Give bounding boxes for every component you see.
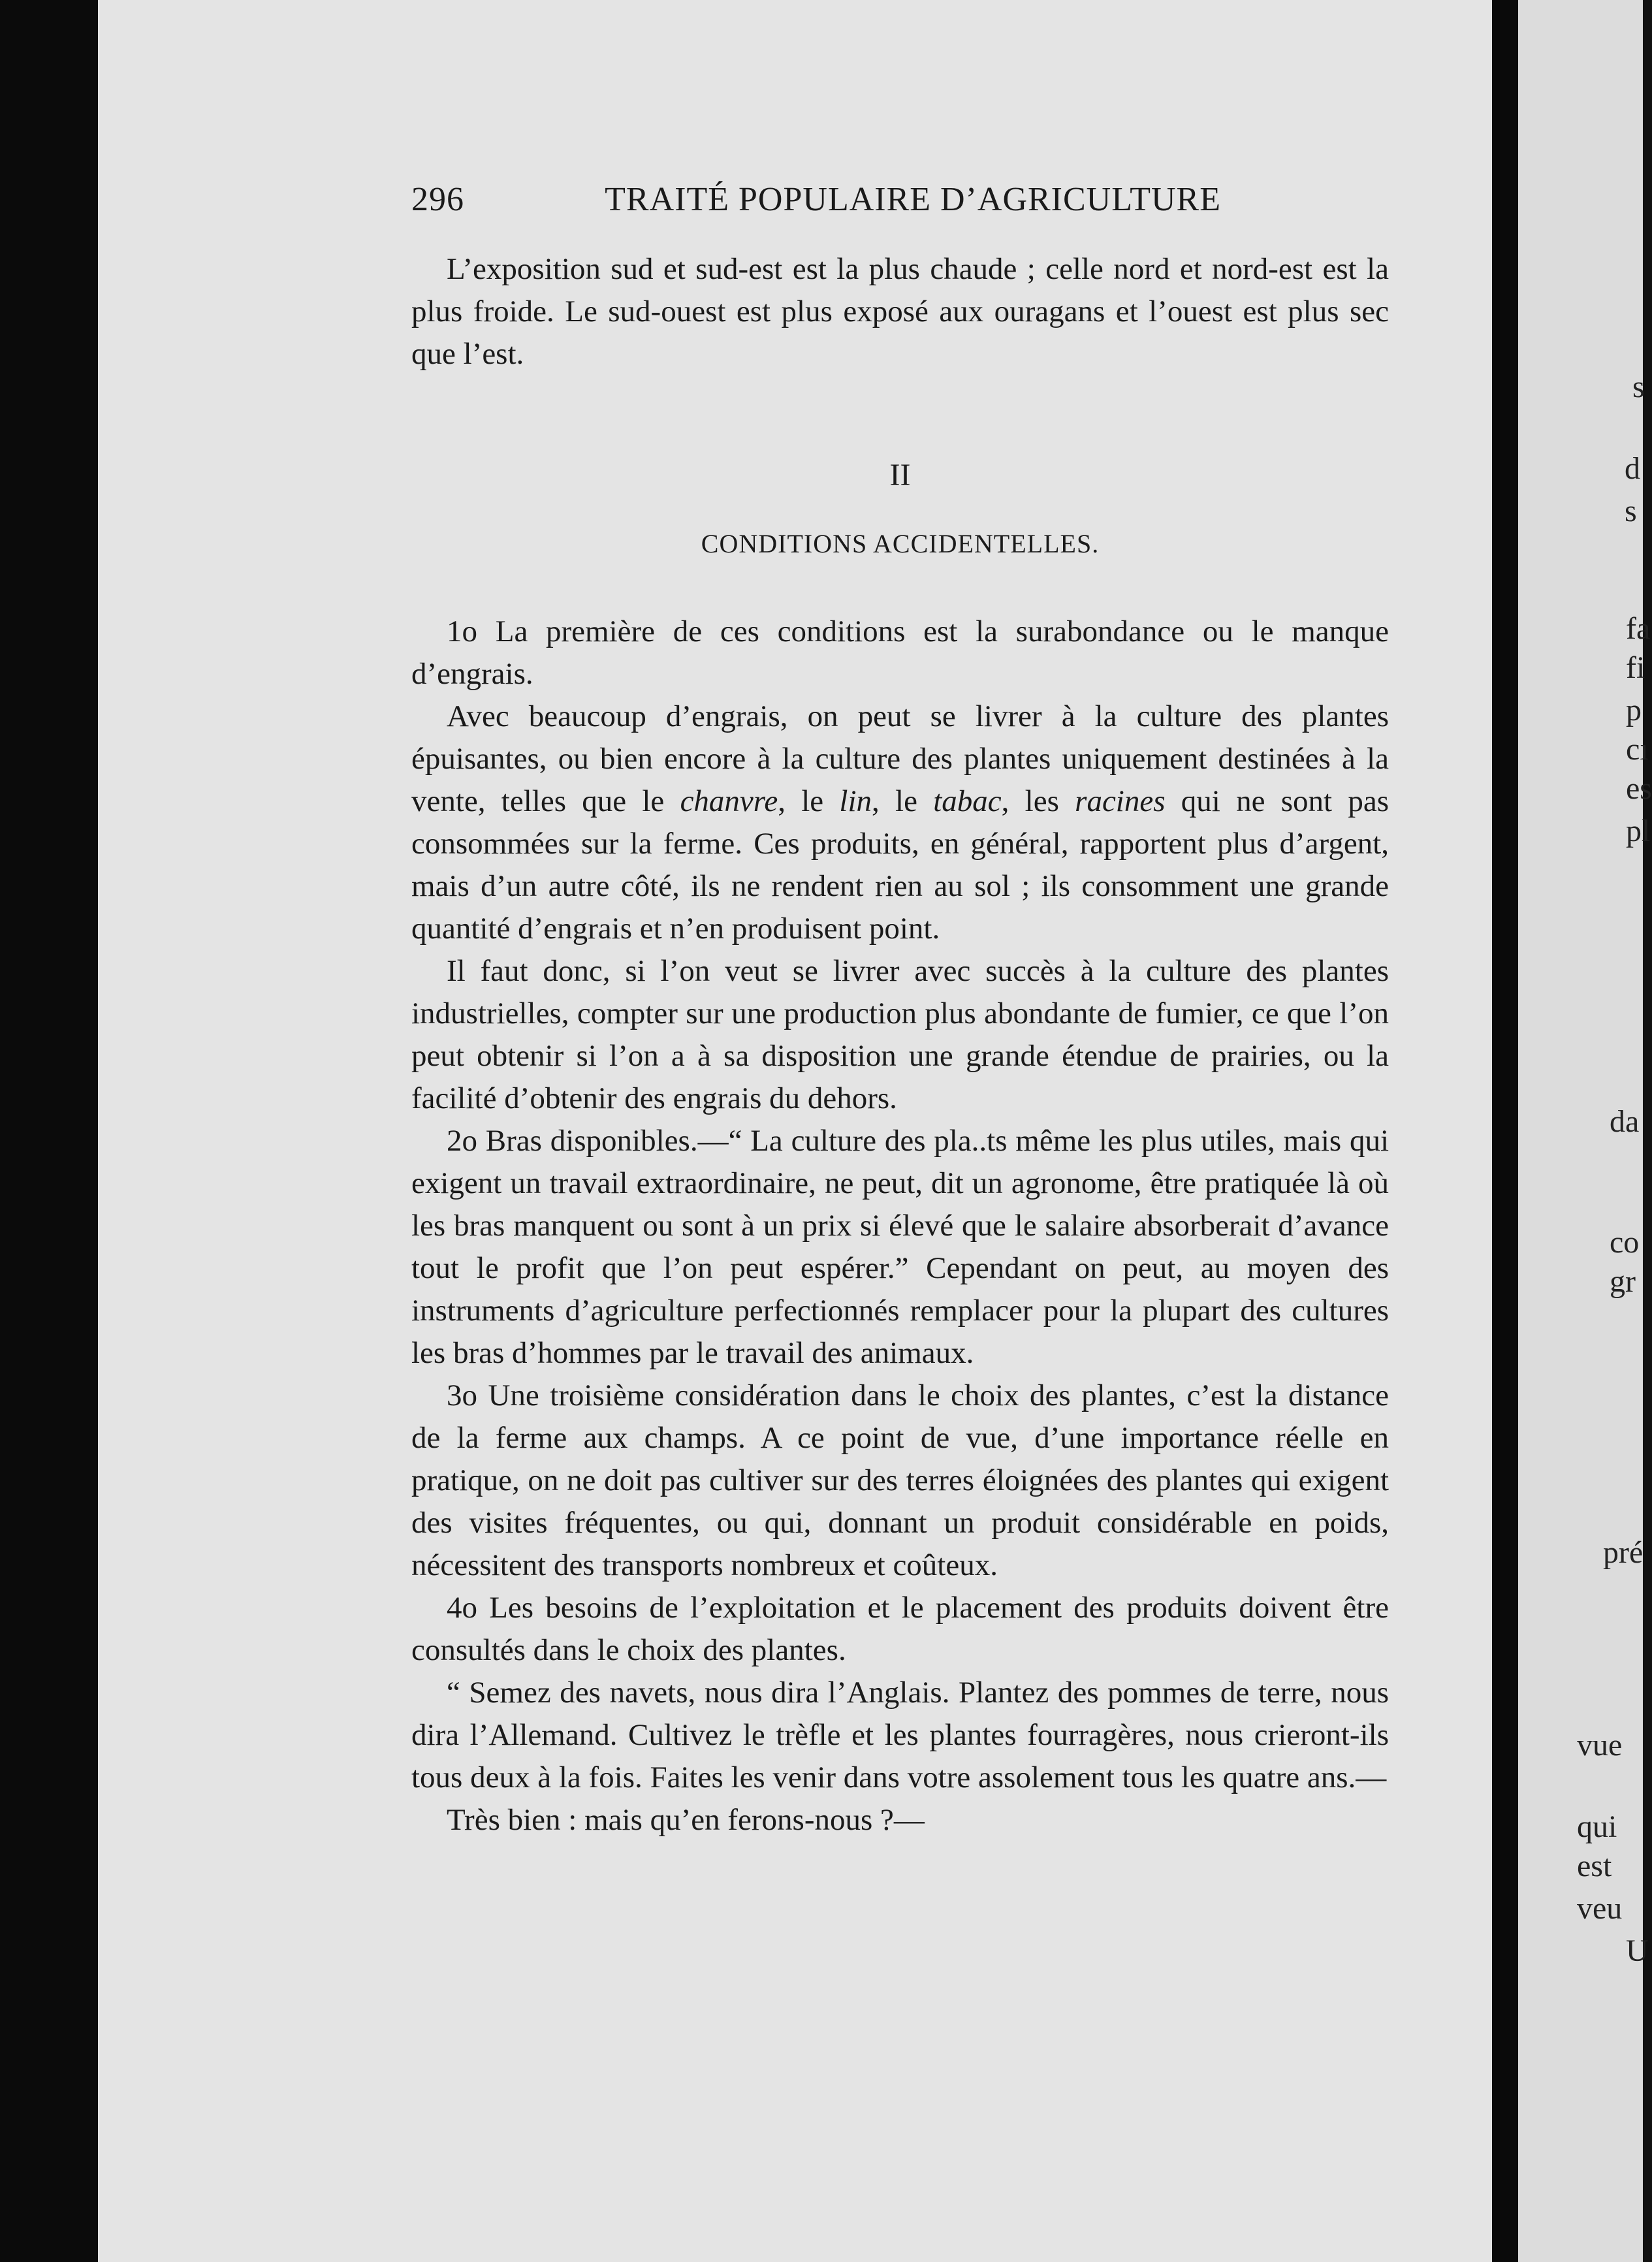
paragraph-1: 1o La première de ces conditions est la surabondance ou le manque d’engrais. bbox=[411, 614, 1389, 691]
fragment: s bbox=[1632, 370, 1645, 404]
text-run: , le bbox=[778, 784, 840, 818]
fragment: est bbox=[1577, 1849, 1612, 1883]
page-header bbox=[411, 180, 1221, 226]
paragraph-6: 4o Les besoins de l’exploitation et le placement des produits doivent être consultés dans le choix des plantes. bbox=[411, 1591, 1389, 1667]
fragment: cı bbox=[1626, 732, 1649, 767]
fragment: s bbox=[1625, 494, 1637, 528]
paragraph-4: 2o Bras disponibles.—“ La culture des pla..ts même les plus utiles, mais qui exigent un travail extraordinaire, ne peut, dit un agronome, être pratiquée là où les bras manquent ou sont à un prix si élevé que le salaire absorberait d’avance tout le profit que l’on peut espérer.” Cependant on peut, au moyen des instruments d’agriculture perfectionnés remplacer pour la plupart des cultures les bras d’hommes par le travail des animaux. bbox=[411, 1124, 1389, 1370]
section-title: CONDITIONS ACCIDENTELLES. bbox=[701, 529, 1100, 558]
italic-term: chanvre bbox=[680, 784, 778, 818]
fragment: fi bbox=[1626, 650, 1645, 685]
fragment: U bbox=[1626, 1934, 1649, 1968]
paragraph-5: 3o Une troisième considération dans le choix des plantes, c’est la distance de la ferme aux champs. A ce point de vue, d’une importance réelle en pratique, on ne doit pas cultiver sur des terres éloignées des plantes qui exigent des visites fréquentes, ou qui, donnant un produit considérable en poids, nécessitent des transports nombreux et coûteux. bbox=[411, 1378, 1389, 1582]
text-run: Avec beaucoup d’engrais, on peut se livrer à la culture des plantes épuisantes, ou bien encore à la culture des plantes uniquement destinées à la vente, telles que le bbox=[411, 699, 1389, 818]
fragment: fa bbox=[1626, 611, 1651, 646]
fragment: da bbox=[1610, 1104, 1640, 1139]
fragment: pl bbox=[1626, 814, 1651, 848]
italic-term: lin bbox=[839, 784, 872, 818]
fragment: pré bbox=[1603, 1535, 1644, 1570]
fragment: es bbox=[1626, 771, 1652, 806]
fragment: co bbox=[1610, 1225, 1640, 1260]
paragraph-2 bbox=[411, 695, 1389, 950]
text-run: , les bbox=[1001, 784, 1075, 818]
fragment: gr bbox=[1610, 1264, 1636, 1299]
section-number: II bbox=[889, 458, 911, 492]
paragraph-7: “ Semez des navets, nous dira l’Anglais. Plantez des pommes de terre, nous dira l’Allemand. Cultivez le trèfle et les plantes fourragères, nous crieront-ils tous deux à la fois. Faites les venir dans votre assolement tous les quatre ans.— bbox=[411, 1676, 1389, 1794]
italic-term: racines bbox=[1075, 784, 1166, 818]
paragraph-8: Très bien : mais qu’en ferons-nous ?— bbox=[447, 1803, 925, 1837]
italic-term: tabac bbox=[933, 784, 1002, 818]
text-run: , le bbox=[872, 784, 934, 818]
page-gutter bbox=[1492, 0, 1518, 2262]
paragraph-3: Il faut donc, si l’on veut se livrer avec succès à la culture des plantes industrielles, compter sur une production plus abondante de fumier, ce que l’on peut obtenir si l’on a à sa disposition une grande étendue de prairies, ou la facilité d’obtenir des engrais du dehors. bbox=[411, 954, 1389, 1115]
fragment: p bbox=[1626, 693, 1642, 727]
fragment: qui bbox=[1577, 1809, 1617, 1844]
text-run: qui ne sont pas consommées sur la ferme. Ces produits, en général, rapportent plus d’argent, mais d’un autre côté, ils ne rendent rien au sol ; ils consomment une grande quantité d’engrais et n’en produisent point. bbox=[411, 784, 1390, 946]
fragment: d bbox=[1625, 451, 1640, 486]
next-page-edge bbox=[1518, 0, 1652, 2262]
fragment: veu bbox=[1577, 1891, 1623, 1926]
running-title: TRAITÉ POPULAIRE D’AGRICULTURE bbox=[605, 181, 1221, 218]
paragraph-intro: L’exposition sud et sud-est est la plus chaude ; celle nord et nord-est est la plus froide. Le sud-ouest est plus exposé aux ouragans et l’ouest est plus sec que l’est. bbox=[411, 252, 1389, 371]
scan-border-left bbox=[0, 0, 98, 2262]
body-text bbox=[411, 248, 1389, 1841]
fragment: vue bbox=[1577, 1728, 1623, 1762]
page-number: 296 bbox=[411, 181, 464, 218]
